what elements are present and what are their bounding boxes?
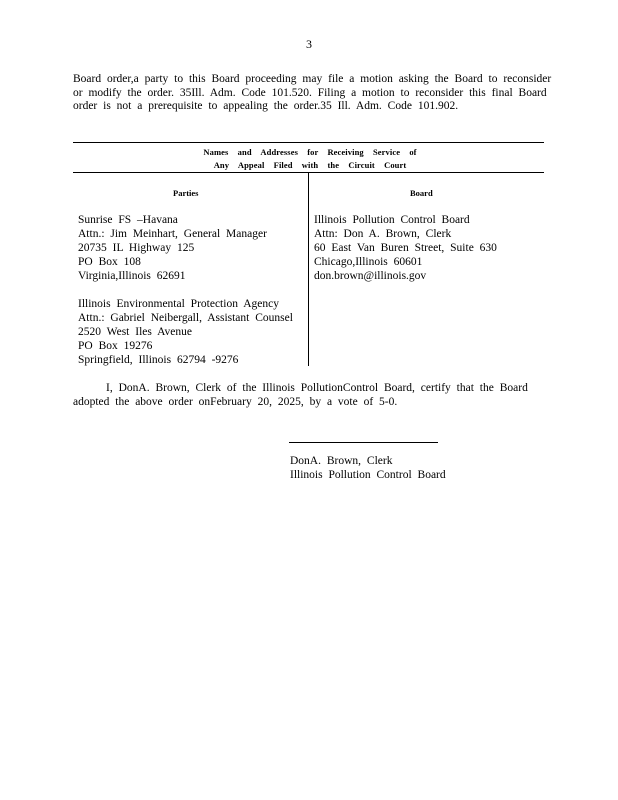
party-address-iepa [78, 297, 293, 367]
address-line: Springfield, Illinois 62794 -9276 [78, 354, 239, 366]
certification-paragraph [73, 382, 543, 409]
signature-line [289, 442, 438, 443]
address-line: PO Box 19276 [78, 340, 153, 352]
table-title-line: Names and Addresses for Receiving Service of [203, 147, 417, 157]
address-line: 60 East Van Buren Street, Suite 630 [314, 242, 497, 254]
address-line: Illinois Environmental Protection Agency [78, 298, 279, 310]
reconsideration-paragraph [73, 73, 552, 114]
signature-block [290, 455, 446, 482]
signer-name: DonA. Brown, Clerk [290, 455, 393, 467]
paragraph-line: Board order,a party to this Board proceeding may file a motion asking the Board to reconsider [73, 73, 552, 85]
parties-column-header: Parties [173, 188, 199, 198]
table-column-divider [308, 172, 309, 366]
paragraph-line: order is not a prerequisite to appealing the order.35 Ill. Adm. Code 101.902. [73, 100, 459, 112]
address-line: Attn.: Jim Meinhart, General Manager [78, 228, 267, 240]
address-line: PO Box 108 [78, 256, 141, 268]
certification-line: I, DonA. Brown, Clerk of the Illinois PollutionControl Board, certify that the Board [106, 382, 528, 394]
page-number: 3 [306, 37, 312, 51]
board-address [314, 213, 497, 283]
party-address-sunrise [78, 213, 267, 283]
address-line: Chicago,Illinois 60601 [314, 256, 423, 268]
address-line: Sunrise FS –Havana [78, 214, 178, 226]
service-table-title [150, 146, 470, 172]
certification-line: adopted the above order onFebruary 20, 2025, by a vote of 5-0. [73, 395, 398, 408]
table-top-rule [73, 142, 544, 143]
address-line: Attn: Don A. Brown, Clerk [314, 228, 452, 240]
address-line: Virginia,Illinois 62691 [78, 270, 186, 282]
board-email-line: don.brown@illinois.gov [314, 270, 427, 282]
address-line: Attn.: Gabriel Neibergall, Assistant Counsel [78, 312, 293, 324]
address-line: Illinois Pollution Control Board [314, 214, 470, 226]
board-column-header: Board [410, 188, 433, 198]
table-title-line: Any Appeal Filed with the Circuit Court [213, 160, 407, 170]
paragraph-line: or modify the order. 35Ill. Adm. Code 101.520. Filing a motion to reconsider this final Board [73, 86, 547, 99]
address-line: 20735 IL Highway 125 [78, 242, 195, 254]
address-line: 2520 West Iles Avenue [78, 326, 193, 338]
signer-organization: Illinois Pollution Control Board [290, 468, 446, 481]
